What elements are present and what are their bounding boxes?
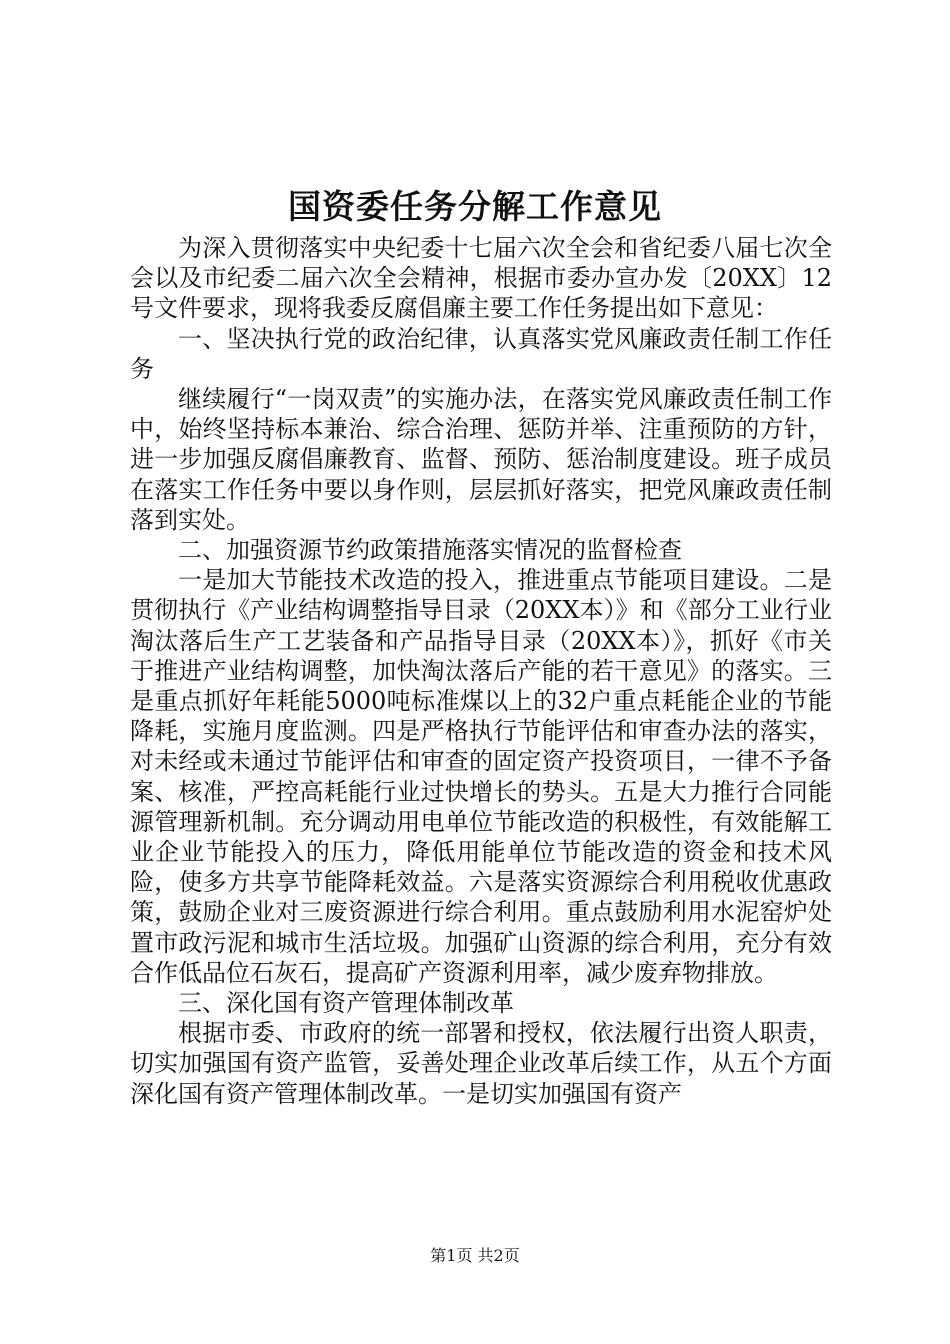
paragraph-intro: 为深入贯彻落实中央纪委十七届六次全会和省纪委八届七次全会以及市纪委二届六次全会精神，根据市委办宣办发〔20XX〕12号文件要求，现将我委反腐倡廉主要工作任务提出如下意见： [130, 234, 832, 323]
section-heading-3: 三、深化国有资产管理体制改革 [178, 989, 514, 1018]
paragraph-section-3: 根据市委、市政府的统一部署和授权，依法履行出资人职责，切实加强国有资产监管，妥善处理企业改革后续工作，从五个方面深化国有资产管理体制改革。一是切实加强国有资产 [130, 1019, 832, 1108]
section-heading-1: 一、坚决执行党的政治纪律，认真落实党风廉政责任制工作任务 [130, 324, 832, 383]
section-heading-2: 二、加强资源节约政策措施落实情况的监督检查 [178, 536, 682, 565]
paragraph-section-1: 继续履行“一岗双责”的实施办法，在落实党风廉政责任制工作中，始终坚持标本兼治、综合治理、惩防并举、注重预防的方针，进一步加强反腐倡廉教育、监督、预防、惩治制度建设。班子成员在落实工作任务中要以身作则，层层抓好落实，把党风廉政责任制落到实处。 [130, 385, 832, 534]
document-body [130, 233, 832, 1109]
document-title: 国资委任务分解工作意见 [288, 187, 662, 226]
paragraph-section-2: 一是加大节能技术改造的投入，推进重点节能项目建设。二是贯彻执行《产业结构调整指导目录（20XX本）》和《部分工业行业淘汰落后生产工艺装备和产品指导目录（20XX本）》，抓好《市关于推进产业结构调整，加快淘汰落后产能的若干意见》的落实。三是重点抓好年耗能5000吨标准煤以上的32户重点耗能企业的节能降耗，实施月度监测。四是严格执行节能评估和审查办法的落实，对未经或未通过节能评估和审查的固定资产投资项目，一律不予备案、核准，严控高耗能行业过快增长的势头。五是大力推行合同能源管理新机制。充分调动用电单位节能改造的积极性，有效能解工业企业节能投入的压力，降低用能单位节能改造的资金和技术风险，使多方共享节能降耗效益。六是落实资源综合利用税收优惠政策，鼓励企业对三废资源进行综合利用。重点鼓励利用水泥窑炉处置市政污泥和城市生活垃圾。加强矿山资源的综合利用，充分有效合作低品位石灰石，提高矿产资源利用率，减少废弃物排放。 [130, 566, 832, 987]
page-number-footer: 第1页 共2页 [430, 1246, 520, 1265]
